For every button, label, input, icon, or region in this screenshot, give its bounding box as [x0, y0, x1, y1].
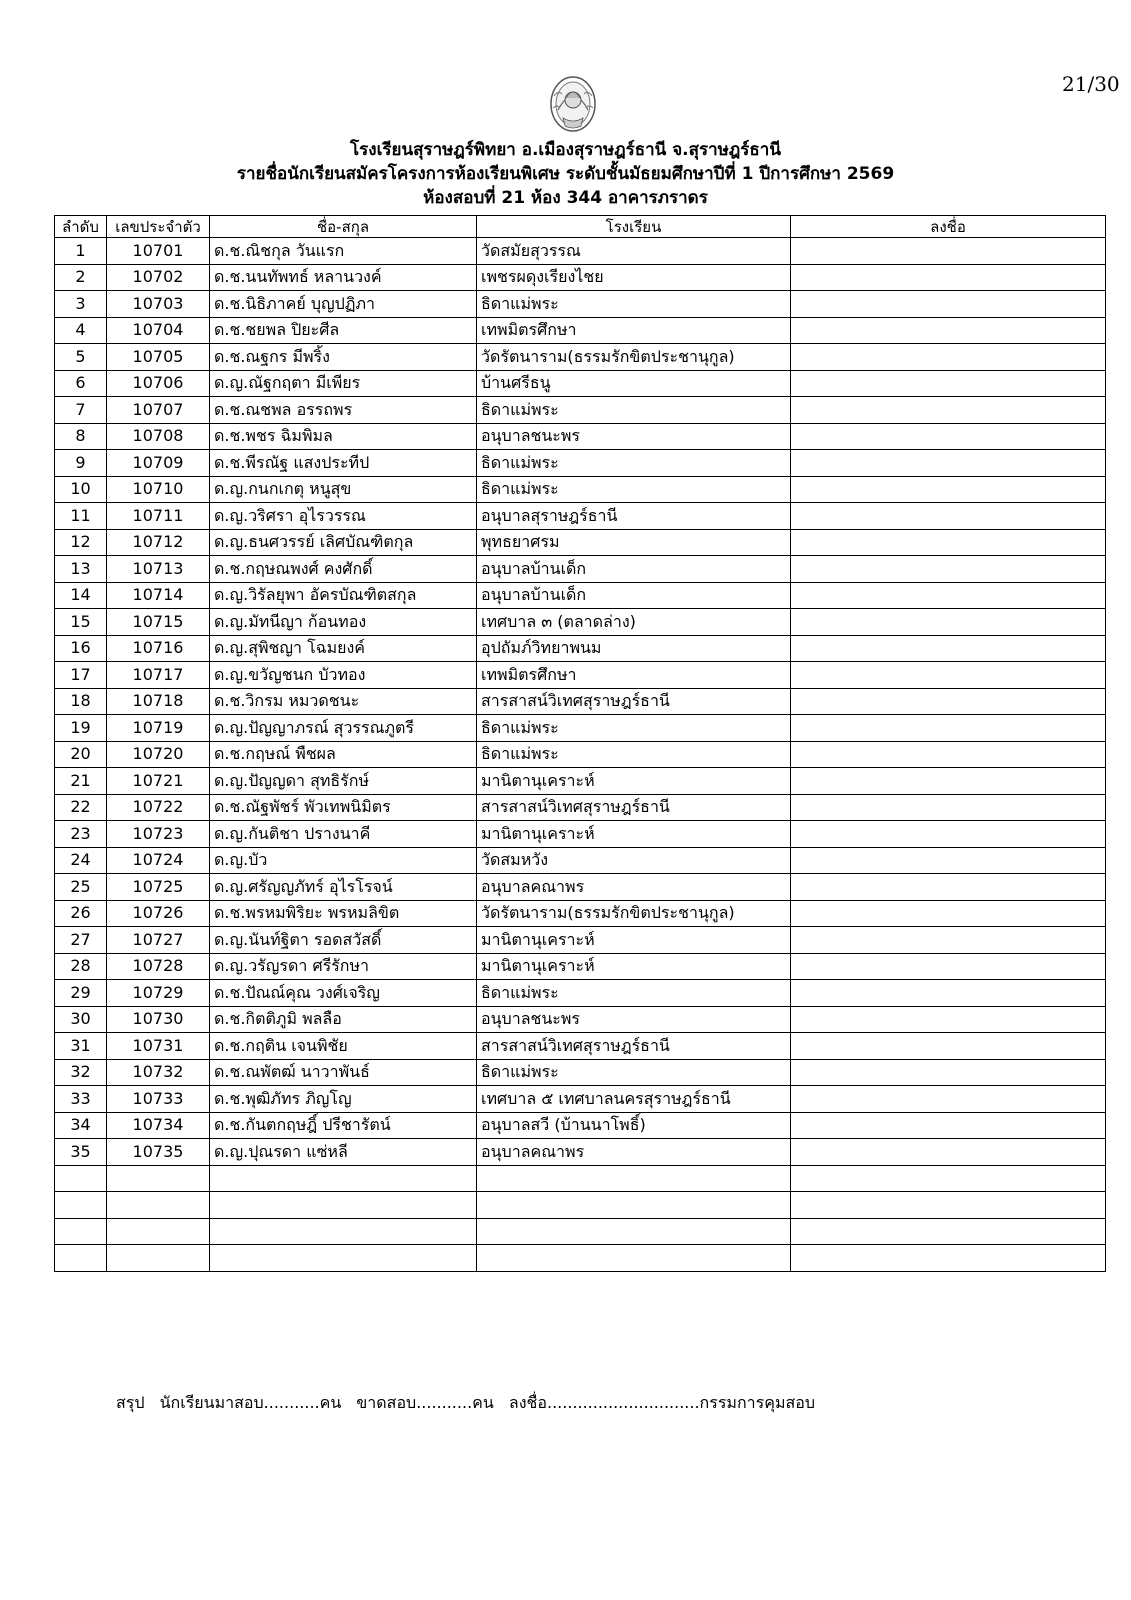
row-student-id: 10706 [107, 370, 210, 397]
document-header [0, 138, 1131, 210]
row-student-id [107, 1245, 210, 1272]
row-signature [791, 291, 1106, 318]
row-student-id: 10731 [107, 1033, 210, 1060]
row-signature [791, 1112, 1106, 1139]
row-student-name: ด.ช.ณชพล อรรถพร [210, 397, 477, 424]
table-row [55, 264, 1106, 291]
row-school: เทพมิตรศึกษา [477, 662, 791, 689]
row-order: 23 [55, 821, 107, 848]
table-row [55, 847, 1106, 874]
row-signature [791, 344, 1106, 371]
row-school: ธิดาแม่พระ [477, 741, 791, 768]
row-student-id: 10708 [107, 423, 210, 450]
table-row [55, 344, 1106, 371]
row-school [477, 1218, 791, 1245]
row-student-name: ด.ช.ปัณณ์คุณ วงศ์เจริญ [210, 980, 477, 1007]
table-row [55, 1192, 1106, 1219]
row-student-name: ด.ช.นิธิภาคย์ บุญปฏิภา [210, 291, 477, 318]
table-row [55, 874, 1106, 901]
row-student-id: 10719 [107, 715, 210, 742]
row-student-id: 10701 [107, 238, 210, 265]
row-order [55, 1165, 107, 1192]
table-row [55, 1112, 1106, 1139]
row-student-name: ด.ช.พุฒิภัทร ภิญโญ [210, 1086, 477, 1113]
row-school: พุทธยาศรม [477, 529, 791, 556]
row-student-id: 10702 [107, 264, 210, 291]
row-school: ธิดาแม่พระ [477, 1059, 791, 1086]
table-row [55, 794, 1106, 821]
row-student-id: 10732 [107, 1059, 210, 1086]
row-student-id: 10717 [107, 662, 210, 689]
row-order: 9 [55, 450, 107, 477]
row-school: บ้านศรีธนู [477, 370, 791, 397]
column-header-order: ลำดับ [55, 216, 107, 238]
row-signature [791, 980, 1106, 1007]
row-signature [791, 238, 1106, 265]
row-student-id: 10726 [107, 900, 210, 927]
row-student-id: 10709 [107, 450, 210, 477]
row-school: อนุบาลบ้านเด็ก [477, 582, 791, 609]
table-row [55, 1165, 1106, 1192]
row-signature [791, 1033, 1106, 1060]
row-order: 24 [55, 847, 107, 874]
row-signature [791, 397, 1106, 424]
page-number: 21/30 [1062, 72, 1120, 96]
exam-summary [116, 1391, 825, 1416]
row-order: 11 [55, 503, 107, 530]
row-student-name: ด.ญ.ณัฐกฤตา มีเพียร [210, 370, 477, 397]
table-row [55, 397, 1106, 424]
row-student-id: 10724 [107, 847, 210, 874]
row-student-name: ด.ญ.วริศรา อุไรวรรณ [210, 503, 477, 530]
row-student-id: 10710 [107, 476, 210, 503]
exam-room-title: ห้องสอบที่ 21 ห้อง 344 อาคารภราดร [423, 188, 708, 208]
row-student-id: 10715 [107, 609, 210, 636]
row-school: มานิตานุเคราะห์ [477, 927, 791, 954]
row-order: 3 [55, 291, 107, 318]
table-row [55, 927, 1106, 954]
row-student-name [210, 1245, 477, 1272]
row-student-id: 10718 [107, 688, 210, 715]
row-student-name [210, 1218, 477, 1245]
row-order: 19 [55, 715, 107, 742]
row-student-id: 10734 [107, 1112, 210, 1139]
row-student-id: 10721 [107, 768, 210, 795]
row-order: 15 [55, 609, 107, 636]
table-body [55, 238, 1106, 1272]
row-order: 7 [55, 397, 107, 424]
table-row [55, 529, 1106, 556]
row-student-name: ด.ญ.ปุณรดา แซ่หลี [210, 1139, 477, 1166]
school-name-title: โรงเรียนสุราษฎร์พิทยา อ.เมืองสุราษฎร์ธานี จ.สุราษฎร์ธานี [350, 140, 781, 160]
row-signature [791, 1006, 1106, 1033]
row-signature [791, 927, 1106, 954]
row-signature [791, 1165, 1106, 1192]
row-school: มานิตานุเคราะห์ [477, 768, 791, 795]
row-school: มานิตานุเคราะห์ [477, 821, 791, 848]
row-student-id: 10711 [107, 503, 210, 530]
row-order: 27 [55, 927, 107, 954]
row-student-name: ด.ญ.วิรัลยุพา อัครบัณฑิตสกุล [210, 582, 477, 609]
row-school: ธิดาแม่พระ [477, 397, 791, 424]
table-row [55, 450, 1106, 477]
row-student-name: ด.ช.กฤติน เจนพิชัย [210, 1033, 477, 1060]
row-student-id: 10705 [107, 344, 210, 371]
column-header-id: เลขประจำตัว [107, 216, 210, 238]
row-signature [791, 1059, 1106, 1086]
row-student-id: 10716 [107, 635, 210, 662]
table-row [55, 900, 1106, 927]
row-signature [791, 450, 1106, 477]
row-student-name: ด.ญ.นันท์ฐิตา รอดสวัสดิ์ [210, 927, 477, 954]
student-roster-table [54, 215, 1106, 1272]
table-row [55, 476, 1106, 503]
row-order: 32 [55, 1059, 107, 1086]
row-order: 21 [55, 768, 107, 795]
row-signature [791, 953, 1106, 980]
table-row [55, 423, 1106, 450]
row-student-name: ด.ญ.วรัญรดา ศรีรักษา [210, 953, 477, 980]
table-row [55, 821, 1106, 848]
summary-absent-count: ขาดสอบ...........คน [356, 1393, 494, 1412]
table-row [55, 1006, 1106, 1033]
row-signature [791, 476, 1106, 503]
table-row [55, 635, 1106, 662]
row-school: ธิดาแม่พระ [477, 980, 791, 1007]
table-row [55, 291, 1106, 318]
row-order [55, 1245, 107, 1272]
row-school: สารสาสน์วิเทศสุราษฎร์ธานี [477, 1033, 791, 1060]
table-row [55, 1139, 1106, 1166]
row-school: เทศบาล ๓ (ตลาดล่าง) [477, 609, 791, 636]
row-signature [791, 582, 1106, 609]
row-student-name: ด.ญ.ขวัญชนก บัวทอง [210, 662, 477, 689]
row-signature [791, 821, 1106, 848]
row-order: 1 [55, 238, 107, 265]
table-row [55, 953, 1106, 980]
table-row [55, 503, 1106, 530]
row-student-id: 10729 [107, 980, 210, 1007]
roster-title: รายชื่อนักเรียนสมัครโครงการห้องเรียนพิเศษ ระดับชั้นมัธยมศึกษาปีที่ 1 ปีการศึกษา 2569 [236, 164, 895, 184]
row-student-id: 10722 [107, 794, 210, 821]
row-student-name: ด.ช.กิตติภูมิ พลลือ [210, 1006, 477, 1033]
row-signature [791, 1245, 1106, 1272]
table-header-row [55, 216, 1106, 238]
row-signature [791, 1086, 1106, 1113]
table-row [55, 238, 1106, 265]
row-school: ธิดาแม่พระ [477, 450, 791, 477]
row-student-name: ด.ช.ณัฐพัชร์ พัวเทพนิมิตร [210, 794, 477, 821]
row-school: เพชรผดุงเรียงไชย [477, 264, 791, 291]
table-row [55, 582, 1106, 609]
row-student-name: ด.ช.ณิชกุล วันแรก [210, 238, 477, 265]
row-school: ธิดาแม่พระ [477, 291, 791, 318]
row-student-name: ด.ญ.ปัญญาภรณ์ สุวรรณภูตรี [210, 715, 477, 742]
column-header-signature: ลงชื่อ [791, 216, 1106, 238]
table-row [55, 1086, 1106, 1113]
row-student-name: ด.ช.วิกรม หมวดชนะ [210, 688, 477, 715]
row-signature [791, 317, 1106, 344]
summary-proctor-signature: ลงชื่อ..............................กรรมการคุมสอบ [508, 1393, 816, 1412]
row-student-name: ด.ช.นนทัพทธ์ หลานวงค์ [210, 264, 477, 291]
table-row [55, 662, 1106, 689]
row-order: 2 [55, 264, 107, 291]
row-student-id: 10707 [107, 397, 210, 424]
row-school: อนุบาลบ้านเด็ก [477, 556, 791, 583]
row-order: 25 [55, 874, 107, 901]
row-student-id: 10714 [107, 582, 210, 609]
row-signature [791, 556, 1106, 583]
row-order: 29 [55, 980, 107, 1007]
row-school: ธิดาแม่พระ [477, 715, 791, 742]
row-student-id: 10703 [107, 291, 210, 318]
row-signature [791, 741, 1106, 768]
row-signature [791, 1139, 1106, 1166]
row-student-name: ด.ช.ณฐกร มีพริ้ง [210, 344, 477, 371]
row-student-id: 10723 [107, 821, 210, 848]
row-order: 4 [55, 317, 107, 344]
row-order: 14 [55, 582, 107, 609]
summary-label: สรุป [116, 1393, 145, 1412]
table-row [55, 1059, 1106, 1086]
row-student-name: ด.ญ.มัทนีญา ก้อนทอง [210, 609, 477, 636]
row-signature [791, 874, 1106, 901]
row-student-id [107, 1192, 210, 1219]
row-order: 28 [55, 953, 107, 980]
row-signature [791, 794, 1106, 821]
row-school: เทศบาล ๕ เทศบาลนครสุราษฎร์ธานี [477, 1086, 791, 1113]
table-row [55, 1218, 1106, 1245]
row-school: สารสาสน์วิเทศสุราษฎร์ธานี [477, 688, 791, 715]
row-student-name: ด.ญ.ปัญญดา สุทธิรักษ์ [210, 768, 477, 795]
row-signature [791, 370, 1106, 397]
row-order: 16 [55, 635, 107, 662]
table-row [55, 609, 1106, 636]
row-student-name [210, 1192, 477, 1219]
row-student-id [107, 1218, 210, 1245]
row-order: 18 [55, 688, 107, 715]
row-school [477, 1165, 791, 1192]
row-student-id: 10730 [107, 1006, 210, 1033]
table-row [55, 980, 1106, 1007]
row-school: อนุบาลสวี (บ้านนาโพธิ์) [477, 1112, 791, 1139]
row-signature [791, 768, 1106, 795]
row-signature [791, 264, 1106, 291]
row-order: 13 [55, 556, 107, 583]
row-student-id: 10733 [107, 1086, 210, 1113]
row-signature [791, 688, 1106, 715]
row-order: 6 [55, 370, 107, 397]
row-school: เทพมิตรศึกษา [477, 317, 791, 344]
row-order: 34 [55, 1112, 107, 1139]
row-student-name: ด.ช.ณพัตฒ์ นาวาพันธ์ [210, 1059, 477, 1086]
table-row [55, 317, 1106, 344]
row-order: 33 [55, 1086, 107, 1113]
row-student-name: ด.ญ.ธนศวรรย์ เลิศบัณฑิตกุล [210, 529, 477, 556]
summary-present-count: นักเรียนมาสอบ...........คน [159, 1393, 342, 1412]
row-signature [791, 847, 1106, 874]
row-order: 20 [55, 741, 107, 768]
row-student-name: ด.ญ.กนกเกตุ หนูสุข [210, 476, 477, 503]
row-order: 5 [55, 344, 107, 371]
row-signature [791, 423, 1106, 450]
row-signature [791, 715, 1106, 742]
row-student-id: 10727 [107, 927, 210, 954]
row-school [477, 1192, 791, 1219]
row-school: อุปถัมภ์วิทยาพนม [477, 635, 791, 662]
row-school: สารสาสน์วิเทศสุราษฎร์ธานี [477, 794, 791, 821]
table-row [55, 688, 1106, 715]
row-school: อนุบาลชนะพร [477, 423, 791, 450]
row-student-name: ด.ญ.กันติชา ปรางนาคี [210, 821, 477, 848]
table-row [55, 1245, 1106, 1272]
row-student-id: 10713 [107, 556, 210, 583]
row-order: 26 [55, 900, 107, 927]
row-school: ธิดาแม่พระ [477, 476, 791, 503]
row-student-name: ด.ช.พีรณัฐ แสงประทีป [210, 450, 477, 477]
table-row [55, 556, 1106, 583]
row-student-id [107, 1165, 210, 1192]
row-signature [791, 503, 1106, 530]
row-order [55, 1218, 107, 1245]
row-student-id: 10725 [107, 874, 210, 901]
row-student-id: 10728 [107, 953, 210, 980]
row-student-id: 10720 [107, 741, 210, 768]
row-student-name: ด.ช.พชร ฉิมพิมล [210, 423, 477, 450]
column-header-name: ชื่อ-สกุล [210, 216, 477, 238]
row-signature [791, 529, 1106, 556]
row-school: อนุบาลสุราษฎร์ธานี [477, 503, 791, 530]
row-order: 8 [55, 423, 107, 450]
row-signature [791, 609, 1106, 636]
row-student-name: ด.ช.ชยพล ปิยะศีล [210, 317, 477, 344]
row-order: 10 [55, 476, 107, 503]
school-emblem-logo [548, 74, 598, 138]
row-order [55, 1192, 107, 1219]
table-row [55, 1033, 1106, 1060]
column-header-school: โรงเรียน [477, 216, 791, 238]
table-row [55, 715, 1106, 742]
row-signature [791, 900, 1106, 927]
row-student-name: ด.ช.กันตกฤษฎิ์ ปรีชารัตน์ [210, 1112, 477, 1139]
row-student-name: ด.ช.กฤษณ์ พืชผล [210, 741, 477, 768]
row-school: วัดสมหวัง [477, 847, 791, 874]
table-row [55, 370, 1106, 397]
table-row [55, 741, 1106, 768]
row-student-id: 10712 [107, 529, 210, 556]
row-student-name: ด.ญ.สุพิชญา โฉมยงค์ [210, 635, 477, 662]
row-order: 30 [55, 1006, 107, 1033]
row-student-id: 10735 [107, 1139, 210, 1166]
row-signature [791, 635, 1106, 662]
row-student-name: ด.ญ.บัว [210, 847, 477, 874]
row-student-name: ด.ช.กฤษณพงศ์ คงศักดิ์ [210, 556, 477, 583]
row-order: 17 [55, 662, 107, 689]
row-order: 12 [55, 529, 107, 556]
row-order: 31 [55, 1033, 107, 1060]
row-student-name: ด.ช.พรหมพิริยะ พรหมลิขิต [210, 900, 477, 927]
row-student-name: ด.ญ.ศรัญญภัทร์ อุไรโรจน์ [210, 874, 477, 901]
row-school: วัดสมัยสุวรรณ [477, 238, 791, 265]
row-school: อนุบาลชนะพร [477, 1006, 791, 1033]
row-school: วัดรัตนาราม(ธรรมรักขิตประชานุกูล) [477, 900, 791, 927]
row-school [477, 1245, 791, 1272]
row-school: วัดรัตนาราม(ธรรมรักขิตประชานุกูล) [477, 344, 791, 371]
row-signature [791, 1218, 1106, 1245]
row-student-name [210, 1165, 477, 1192]
row-school: อนุบาลคณาพร [477, 874, 791, 901]
row-school: อนุบาลคณาพร [477, 1139, 791, 1166]
row-signature [791, 662, 1106, 689]
row-order: 35 [55, 1139, 107, 1166]
row-order: 22 [55, 794, 107, 821]
row-signature [791, 1192, 1106, 1219]
table-row [55, 768, 1106, 795]
row-school: มานิตานุเคราะห์ [477, 953, 791, 980]
row-student-id: 10704 [107, 317, 210, 344]
